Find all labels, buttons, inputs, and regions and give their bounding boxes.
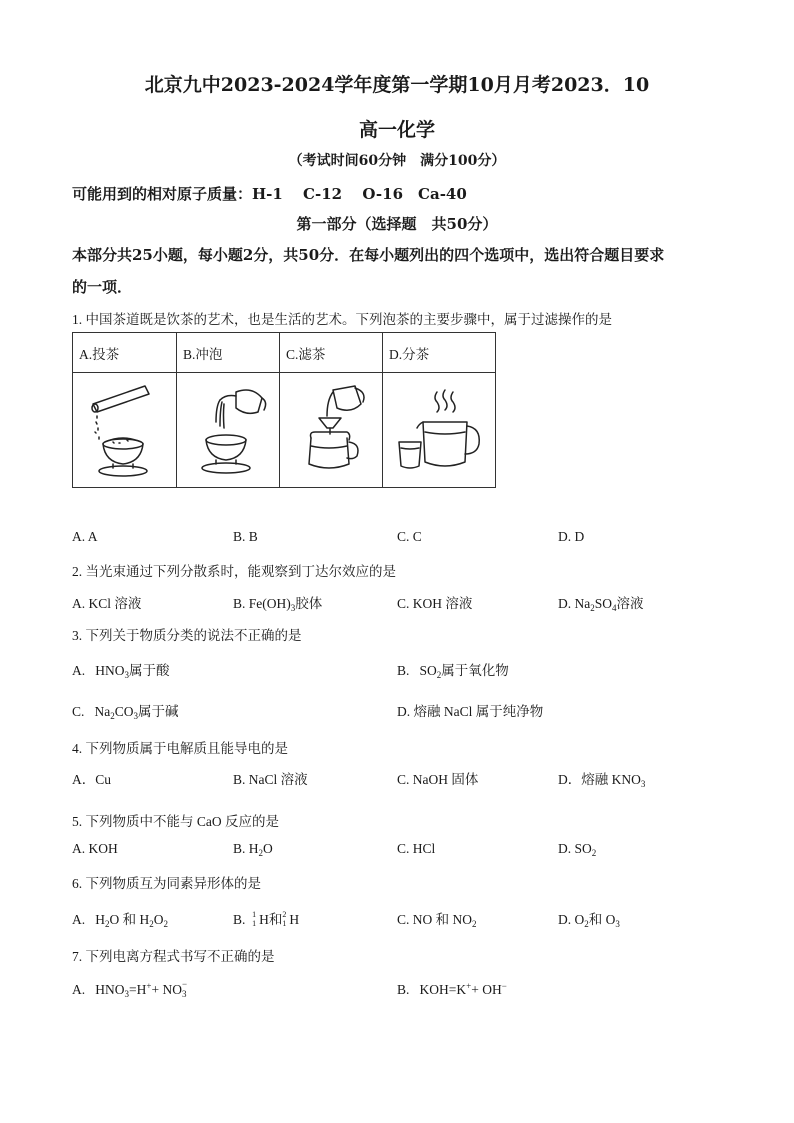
atomic-masses: 可能用到的相对原子质量：H-1 C-12 O-16 Ca-40 [72, 185, 467, 203]
filter-pouring-cell [280, 373, 383, 488]
question-6-stem: 6. 下列物质互为同素异形体的是 [72, 876, 261, 891]
q5-option-b[interactable]: B. $H_2O$ [233, 841, 273, 858]
question-1-stem: 1. 中国茶道既是饮茶的艺术，也是生活的艺术。下列泡茶的主要步骤中，属于过滤操作的是 [72, 312, 612, 327]
q4-option-a[interactable]: A．Cu [72, 772, 112, 787]
tea-leaves-cell [73, 373, 177, 488]
pouring-water-icon [186, 382, 270, 478]
q6-option-d[interactable]: D. $O_2$和 $O_3$ [558, 912, 620, 929]
question-5-stem: 5. 下列物质中不能与 CaO 反应的是 [72, 814, 279, 829]
q1-option-b[interactable]: B. B [233, 529, 258, 544]
q4-option-d[interactable]: D．熔融 $KNO_3$ [558, 772, 646, 789]
filter-pouring-icon [289, 382, 373, 478]
part1-instructions-cont: 的一项． [72, 278, 133, 296]
q1-option-a[interactable]: A. A [72, 529, 98, 544]
question-2-stem: 2. 当光束通过下列分散系时，能观察到丁达尔效应的是 [72, 564, 396, 579]
q1-option-c[interactable]: C. C [397, 529, 422, 544]
q7-option-a[interactable]: A. $HNO_3=H^++$ NO − 3 [72, 979, 188, 999]
q3-option-c[interactable]: C. $Na_2CO_3$属于碱 [72, 704, 179, 721]
part1-instructions: 本部分共25小题，每小题2分，共50分．在每小题列出的四个选项中，选出符合题目要求 [72, 246, 665, 264]
table-header-d: D.分茶 [383, 333, 496, 373]
exam-info: （考试时间60分钟 满分100分） [288, 153, 506, 169]
question-7-stem: 7. 下列电离方程式书写不正确的是 [72, 949, 275, 964]
table-header-a: A.投茶 [73, 333, 177, 373]
table-header-c: C.滤茶 [280, 333, 383, 373]
part1-heading: 第一部分（选择题 共50分） [296, 215, 498, 233]
exam-title: 北京九中2023-2024学年度第一学期10月月考2023．10 [144, 74, 650, 96]
q2-option-c[interactable]: C. KOH 溶液 [397, 596, 473, 611]
q5-option-d[interactable]: D. $SO_2$ [558, 841, 597, 858]
q5-option-c[interactable]: C. HCl [397, 841, 436, 856]
q4-option-c[interactable]: C. NaOH 固体 [397, 772, 479, 787]
tea-leaves-icon [83, 382, 167, 478]
subject-title: 高一化学 [358, 119, 435, 141]
q5-option-a[interactable]: A. KOH [72, 841, 118, 856]
q6-option-a[interactable]: A. $H_2O$ 和 $H_2O_2$ [72, 912, 168, 929]
q6-option-b[interactable]: B. 1 1 H和 2 1 H [233, 910, 300, 928]
table-header-b: B.冲泡 [177, 333, 280, 373]
q6-option-c[interactable]: C. NO 和 $NO_2$ [397, 912, 477, 929]
pouring-water-cell [177, 373, 280, 488]
q3-option-d[interactable]: D. 熔融 NaCl 属于纯净物 [397, 704, 544, 719]
q2-option-a[interactable]: A. KCl 溶液 [72, 596, 142, 611]
question-4-stem: 4. 下列物质属于电解质且能导电的是 [72, 741, 288, 756]
q4-option-b[interactable]: B. NaCl 溶液 [233, 772, 308, 787]
q7-option-b[interactable]: B. KOH=K++ OH− [397, 981, 507, 997]
q3-option-b[interactable]: B. $SO_2$属于氧化物 [397, 663, 509, 680]
serving-tea-icon [393, 382, 485, 478]
q3-option-a[interactable]: A. $HNO_3$属于酸 [72, 663, 170, 680]
q2-option-b[interactable]: B. $Fe(OH)_3$胶体 [233, 596, 323, 613]
question-3-stem: 3. 下列关于物质分类的说法不正确的是 [72, 628, 302, 643]
q2-option-d[interactable]: D. $Na_2SO_4$溶液 [558, 596, 644, 613]
tea-steps-table [72, 332, 496, 488]
serving-tea-cell [383, 373, 496, 488]
q1-option-d[interactable]: D. D [558, 529, 585, 544]
